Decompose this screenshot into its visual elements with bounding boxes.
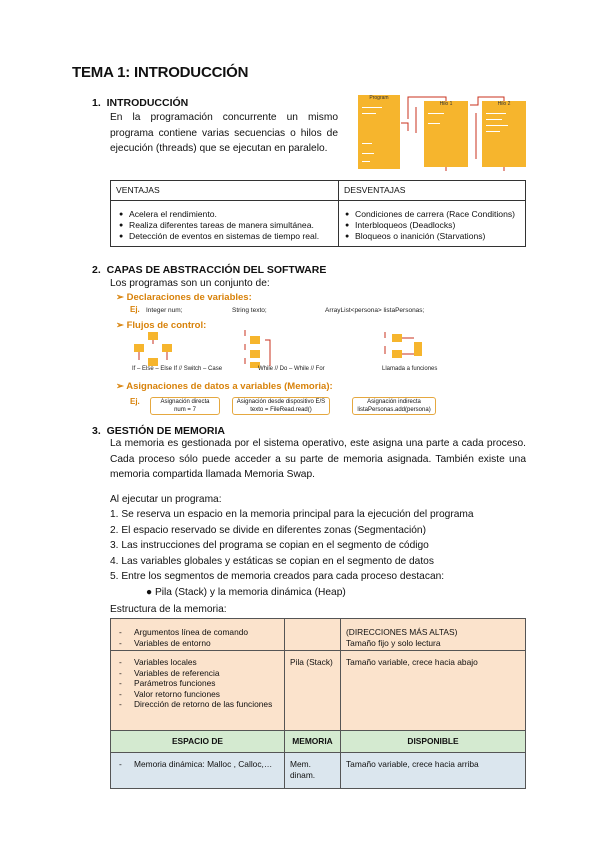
decl-example-2: String texto; (232, 307, 267, 314)
list-item: 5. Entre los segmentos de memoria creados para cada proceso destacan: (110, 571, 445, 582)
section-1-heading: 1. INTRODUCCIÓN (92, 97, 189, 109)
list-item: 1. Se reserva un espacio en la memoria principal para la ejecución del programa (110, 509, 474, 520)
list-item: 3. Las instrucciones del programa se copian en el segmento de código (110, 540, 429, 551)
assignments-ej: Ej. (130, 397, 140, 406)
list-item: ● Bloqueos o inanición (Starvations) (343, 231, 520, 242)
section-2-heading: 2. CAPAS DE ABSTRACCIÓN DEL SOFTWARE (92, 264, 327, 276)
mem-high-addresses: (DIRECCIONES MÁS ALTAS) (346, 627, 458, 637)
flow-caption-3: Llamada a funciones (382, 366, 438, 372)
list-item: - Variables locales (116, 657, 279, 668)
thread-arrows (358, 93, 530, 173)
assign-box-indirect (352, 397, 436, 415)
heap-label: Mem. dinam. (285, 753, 341, 789)
list-item: - Variables de referencia (116, 668, 279, 679)
section-1-paragraph: En la programación concurrente un mismo programa contiene varias secuencias o hilos de ejecución (threads) que se ejecutan en paralelo. (110, 112, 338, 154)
assign-box-io-code: texto = FileRead.read() (250, 407, 312, 413)
list-item: ● Realiza diferentes tareas de manera simultánea. (117, 220, 333, 231)
list-item: - Argumentos línea de comando (116, 627, 279, 638)
assign-box-direct-code: num = 7 (174, 407, 196, 413)
section-2-intro: Los programas son un conjunto de: (110, 278, 270, 289)
section-3-paragraph: La memoria es gestionada por el sistema operativo, este asigna una parte a cada proceso. Cada proceso sólo puede acceder a su parte de memoria asignada. También existe una memoria compartida llamada Memoria Swap. (110, 438, 526, 480)
decl-example-3: ArrayList<persona> listaPersonas; (325, 307, 425, 314)
stack-label: Pila (Stack) (285, 651, 341, 731)
disadvantages-list (343, 209, 520, 242)
memory-structure-table (110, 618, 526, 789)
assign-box-io (232, 397, 330, 415)
bullet-icon: ● (146, 587, 155, 598)
declarations-ej: Ej. (130, 305, 140, 314)
assign-box-direct-title: Asignación directa (160, 399, 210, 405)
list-item: - Memoria dinámica: Malloc , Calloc,… (116, 759, 279, 770)
assign-box-direct (150, 397, 220, 415)
assignments-title: ➢ Asignaciones de datos a variables (Memoria): (116, 381, 333, 392)
list-item: - Valor retorno funciones (116, 689, 279, 700)
memory-structure-title: Estructura de la memoria: (110, 604, 227, 615)
heap-desc: Tamaño variable, crece hacia arriba (341, 753, 526, 789)
section-3-heading: 3. GESTIÓN DE MEMORIA (92, 425, 226, 437)
assign-box-indirect-code: listaPersonas.add(persona) (357, 407, 431, 413)
decl-example-1: Integer num; (146, 307, 183, 314)
list-item: 4. Las variables globales y estáticas se copian en el segmento de datos (110, 555, 434, 567)
list-item: ● Detección de eventos en sistemas de tiempo real. (117, 231, 333, 242)
page-title: TEMA 1: INTRODUCCIÓN (72, 64, 249, 81)
flow-caption-1: If – Else – Else If // Switch – Case (132, 366, 223, 372)
thread-2-label: Hilo 2 (497, 101, 511, 107)
list-item: ● Condiciones de carrera (Race Conditions) (343, 209, 520, 220)
list-item: ● Interbloqueos (Deadlocks) (343, 220, 520, 231)
assign-box-io-title: Asignación desde dispositivo E/S (236, 399, 326, 405)
list-item: - Dirección de retorno de las funciones (116, 699, 279, 710)
advantages-list (117, 209, 333, 242)
advantages-header: VENTAJAS (111, 181, 339, 201)
declarations-title: ➢ Declaraciones de variables: (116, 292, 252, 303)
list-item: 2. El espacio reservado se divide en diferentes zonas (Segmentación) (110, 524, 426, 536)
free-space-label-1: ESPACIO DE (111, 731, 285, 753)
control-flow-title: ➢ Flujos de control: (116, 320, 207, 331)
sub-bullet-text: Pila (Stack) y la memoria dinámica (Heap) (154, 587, 346, 598)
free-space-label-2: MEMORIA (285, 731, 341, 753)
flow-caption-2: While // Do – While // For (258, 366, 325, 372)
assign-box-indirect-title: Asignación indirecta (367, 399, 421, 405)
list-item: ● Acelera el rendimiento. (117, 209, 333, 220)
sub-bullet (146, 585, 346, 601)
threads-diagram (358, 93, 530, 173)
stack-desc: Tamaño variable, crece hacia abajo (341, 651, 526, 731)
list-item: - Parámetros funciones (116, 678, 279, 689)
thread-1-label: Hilo 1 (439, 101, 453, 107)
steps-list (110, 507, 530, 585)
list-item: - Variables de entorno (116, 638, 279, 649)
free-space-label-3: DISPONIBLE (341, 731, 526, 753)
program-box-label: Program (369, 95, 389, 101)
advantages-table (110, 180, 526, 247)
disadvantages-header: DESVENTAJAS (339, 181, 526, 201)
steps-intro: Al ejecutar un programa: (110, 494, 222, 505)
mem-fixed-size: Tamaño fijo y solo lectura (346, 637, 441, 648)
